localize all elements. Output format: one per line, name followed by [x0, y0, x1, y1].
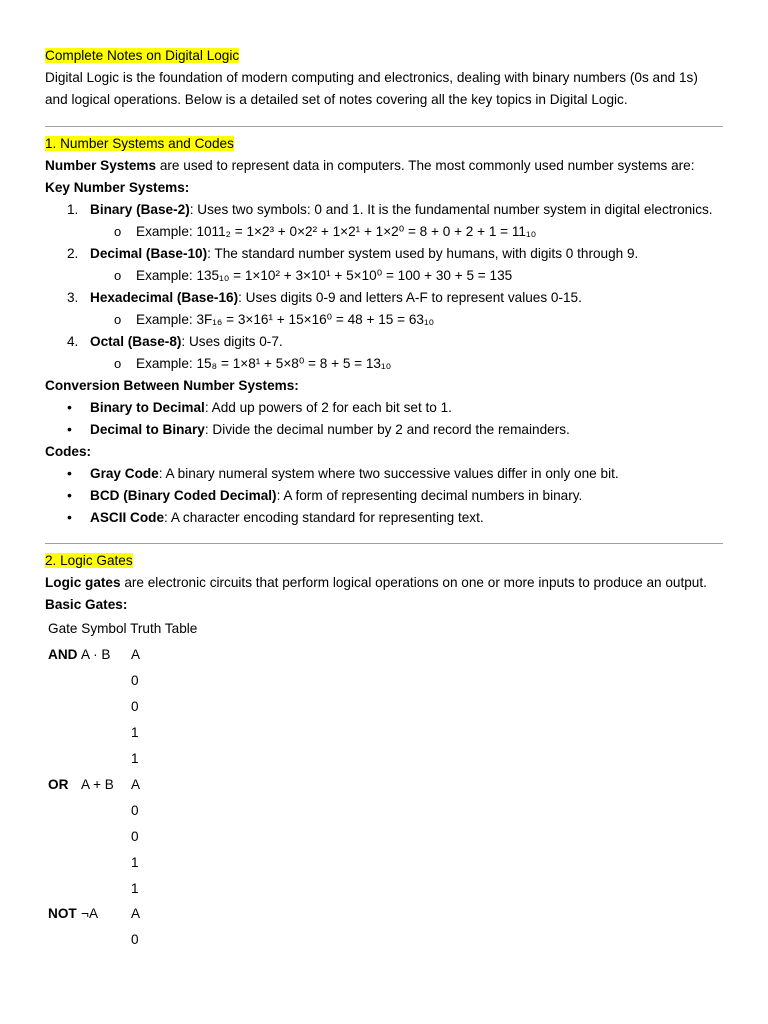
- gate-name-or: OR: [48, 777, 69, 792]
- list-item-decimal: Decimal (Base-10): The standard number system used by humans, with digits 0 through 9.: [90, 246, 639, 261]
- page-title: Complete Notes on Digital Logic: [45, 48, 240, 63]
- bullet-icon: •: [67, 509, 72, 525]
- truth-value: A: [131, 906, 141, 921]
- gate-symbol-not: ¬A: [81, 906, 99, 921]
- sub-bullet-icon: o: [114, 312, 122, 327]
- truth-value: 0: [131, 829, 139, 844]
- intro-line-1: Digital Logic is the foundation of modern computing and electronics, dealing with binary numbers (0s and 1s): [45, 70, 698, 85]
- example-binary: Example: 1011₂ = 1×2³ + 0×2² + 1×2¹ + 1×2⁰ = 8 + 0 + 2 + 1 = 11₁₀: [136, 224, 537, 239]
- truth-value: 0: [131, 673, 139, 688]
- code-gray: Gray Code: A binary numeral system where two successive values differ in only one bit.: [90, 466, 619, 481]
- intro-line-2: and logical operations. Below is a detailed set of notes covering all the key topics in Digital Logic.: [45, 92, 628, 107]
- code-ascii: ASCII Code: A character encoding standard for representing text.: [90, 510, 484, 525]
- truth-value: 1: [131, 751, 139, 766]
- truth-value: 0: [131, 699, 139, 714]
- truth-value: 0: [131, 932, 139, 947]
- code-bcd: BCD (Binary Coded Decimal): A form of representing decimal numbers in binary.: [90, 488, 583, 503]
- gate-name-not: NOT: [48, 906, 77, 921]
- gate-symbol-and: A · B: [81, 647, 111, 662]
- truth-value: A: [131, 777, 141, 792]
- truth-value: 1: [131, 855, 139, 870]
- section-1-lead: Number Systems are used to represent data in computers. The most commonly used number systems are:: [45, 158, 695, 173]
- bullet-icon: •: [67, 421, 72, 437]
- codes-heading: Codes:: [45, 444, 92, 459]
- conversion-binary-to-decimal: Binary to Decimal: Add up powers of 2 for each bit set to 1.: [90, 400, 452, 415]
- divider: [45, 126, 723, 127]
- section-2-lead: Logic gates are electronic circuits that perform logical operations on one or more inputs to produce an output.: [45, 575, 707, 590]
- truth-value: A: [131, 647, 141, 662]
- gate-name-and: AND: [48, 647, 78, 662]
- truth-value: 0: [131, 803, 139, 818]
- sub-bullet-icon: o: [114, 356, 122, 371]
- list-item-hexadecimal: Hexadecimal (Base-16): Uses digits 0-9 and letters A-F to represent values 0-15.: [90, 290, 582, 305]
- list-number: 2.: [67, 246, 79, 261]
- list-number: 1.: [67, 202, 79, 217]
- conversion-heading: Conversion Between Number Systems:: [45, 378, 299, 393]
- example-decimal: Example: 135₁₀ = 1×10² + 3×10¹ + 5×10⁰ = 100 + 30 + 5 = 135: [136, 268, 513, 283]
- conversion-decimal-to-binary: Decimal to Binary: Divide the decimal number by 2 and record the remainders.: [90, 422, 570, 437]
- bullet-icon: •: [67, 465, 72, 481]
- truth-value: 1: [131, 725, 139, 740]
- sub-bullet-icon: o: [114, 224, 122, 239]
- example-octal: Example: 15₈ = 1×8¹ + 5×8⁰ = 8 + 5 = 13₁₀: [136, 356, 392, 371]
- list-number: 4.: [67, 334, 79, 349]
- list-number: 3.: [67, 290, 79, 305]
- bullet-icon: •: [67, 487, 72, 503]
- section-1-heading: 1. Number Systems and Codes: [45, 136, 234, 151]
- basic-gates-heading: Basic Gates:: [45, 597, 128, 612]
- list-item-octal: Octal (Base-8): Uses digits 0-7.: [90, 334, 283, 349]
- section-2-heading: 2. Logic Gates: [45, 553, 133, 568]
- gate-symbol-or: A + B: [81, 777, 114, 792]
- list-item-binary: Binary (Base-2): Uses two symbols: 0 and 1. It is the fundamental number system in digital electronics.: [90, 202, 713, 217]
- key-systems-heading: Key Number Systems:: [45, 180, 190, 195]
- bullet-icon: •: [67, 399, 72, 415]
- sub-bullet-icon: o: [114, 268, 122, 283]
- divider: [45, 543, 723, 544]
- table-header: Gate Symbol Truth Table: [48, 621, 198, 636]
- example-hexadecimal: Example: 3F₁₆ = 3×16¹ + 15×16⁰ = 48 + 15 = 63₁₀: [136, 312, 435, 327]
- truth-value: 1: [131, 881, 139, 896]
